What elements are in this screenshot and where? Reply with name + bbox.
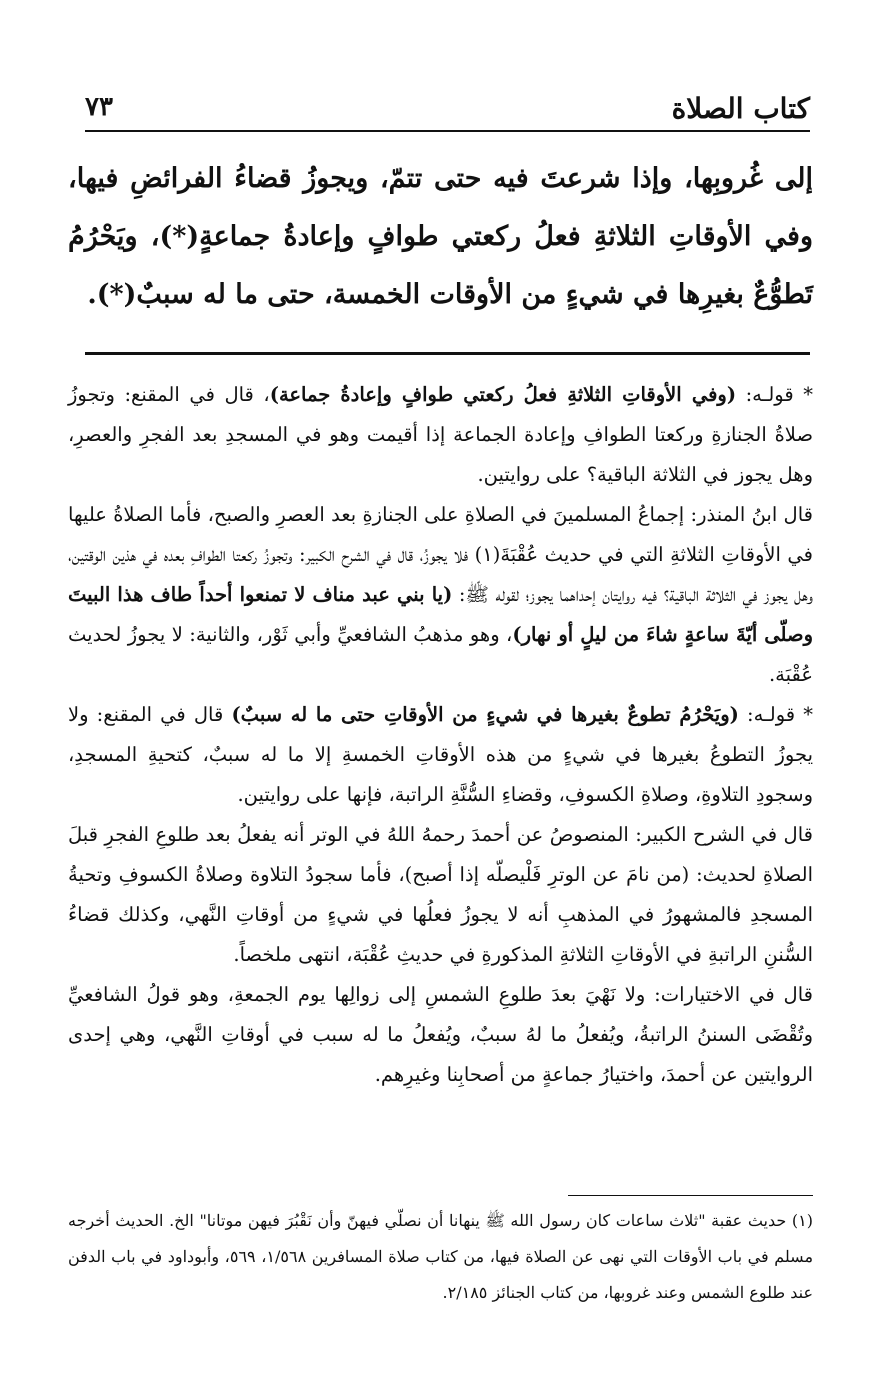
chapter-title: كتاب الصلاة — [671, 92, 810, 125]
running-header — [85, 90, 810, 132]
main-text — [68, 150, 813, 324]
footnote-1: (١) حديث عقبة "ثلاث ساعات كان رسول الله ﷺ ينهانا أن نصلّي فيهنّ وأن نَقْبُرَ فيهن موتانا" الخ. الحديث أخرجه مسلم في باب الأوقات التي نهى عن الصلاة فيها، من كتاب صلاة المسافرين ١/٥٦٨، ٥٦٩، وأبوداود في باب الدفن عند طلوع الشمس وعند غروبها، من كتاب الجنائز ٢/١٨٥. — [68, 1211, 814, 1302]
commentary-paragraph: قال في الشرح الكبير: المنصوصُ عن أحمدَ رحمهُ اللهُ في الوتر أنه يفعلُ بعد طلوعِ الفجرِ قبلَ الصلاةِ لحديث: (من نامَ عن الوترِ فَلْيصلّه إذا أصبح)، فأما سجودُ التلاوة وصلاةُ الكسوفِ وتحيةُ المسجدِ فالمشهورُ في المذهبِ أنه لا يجوزُ فعلُها في شيءٍ من أوقاتِ النَّهي، وكذلك قضاءُ السُّننِ الراتبةِ في الأوقاتِ الثلاثةِ المذكورةِ في حديثِ عُقْبَة، انتهى ملخصاً. — [68, 823, 813, 966]
footnote-divider — [568, 1195, 813, 1196]
main-divider — [85, 352, 810, 355]
commentary-paragraph: قال في الاختيارات: ولا نَهْيَ بعدَ طلوعِ الشمسِ إلى زوالِها يوم الجمعةِ، وهو قولُ الشافعيِّ وتُقْضَى السننُ الراتبةُ، ويُفعلُ ما لهُ سببٌ، ويُفعلُ ما له سبب في أوقاتِ النَّهي، وهي إحدى الروايتين عن أحمدَ، واختيارُ جماعةٍ من أصحابِنا وغيرِهم. — [68, 983, 813, 1086]
footnotes — [68, 1203, 813, 1311]
main-paragraph: إلى غُروبِها، وإذا شرعتَ فيه حتى تتمّ، ويجوزُ قضاءُ الفرائضِ فيها، وفي الأوقاتِ الثلاثةِ فعلُ ركعتي طوافٍ وإعادةُ جماعةٍ(*)، ويَحْرُمُ تَطوُّعٌ بغيرِها في شيءٍ من الأوقات الخمسة، حتى ما له سببٌ(*). — [68, 163, 813, 310]
page-number: ٧٣ — [85, 92, 113, 122]
commentary-text: قال في المقنع: ولا يجوزُ التطوعُ بغيرها في شيءٍ من هذه الأوقاتِ الخمسةِ إلا ما له سببٌ، كتحيةِ المسجدِ، وسجودِ التلاوةِ، وصلاةِ الكسوفِ، وقضاءِ السُّنَّةِ الراتبة، فإنها على روايتين. — [68, 703, 813, 806]
commentary-text: ، وهو مذهبُ الشافعيِّ وأبي ثَوْر، والثانية: لا يجوزُ لحديث عُقْبَة. — [68, 623, 813, 686]
lead-marker: * قولـه: — [738, 703, 813, 726]
commentary-text: ، قال في المقنع: وتجوزُ صلاةُ الجنازةِ وركعتا الطوافِ وإعادة الجماعة إذا أقيمت وهو في المسجدِ بعد الفجرِ والعصرِ، وهل يجوز في الثلاثة الباقية؟ على روايتين. — [68, 383, 813, 486]
hadith-quote: (يا بني عبد مناف لا تمنعوا أحداً طاف هذا البيتَ وصلّى أيّةَ ساعةٍ شاءَ من ليلٍ أو نهار) — [68, 583, 813, 646]
quoted-phrase: (وفي الأوقاتِ الثلاثةِ فعلُ ركعتي طوافٍ وإعادةُ جماعة) — [269, 383, 737, 406]
quoted-phrase: (ويَحْرُمُ تطوعٌ بغيرها في شيءٍ من الأوقاتِ حتى ما له سببٌ) — [231, 703, 739, 726]
commentary — [68, 375, 813, 1095]
commentary-paragraph — [68, 495, 813, 695]
lead-marker: * قولـه: — [736, 383, 813, 406]
commentary-text: قال ابنُ المنذر: إجماعُ المسلمينَ في الصلاةِ على الجنازةِ بعد العصرِ والصبح، فأما الصلاةُ عليها في الأوقاتِ الثلاثةِ التي في حديث عُقْبَةَ(١) فلا يجوزُ، قال في الشرح الكبير: وتجوزُ ركعتا الطوافِ بعده في هذين الوقتين، وهل يجوز في الثلاثة الباقية؟ فيه روايتان إحداهما يجوز؛ لقوله ﷺ: — [68, 503, 813, 606]
commentary-paragraph — [68, 375, 813, 495]
commentary-paragraph — [68, 695, 813, 815]
